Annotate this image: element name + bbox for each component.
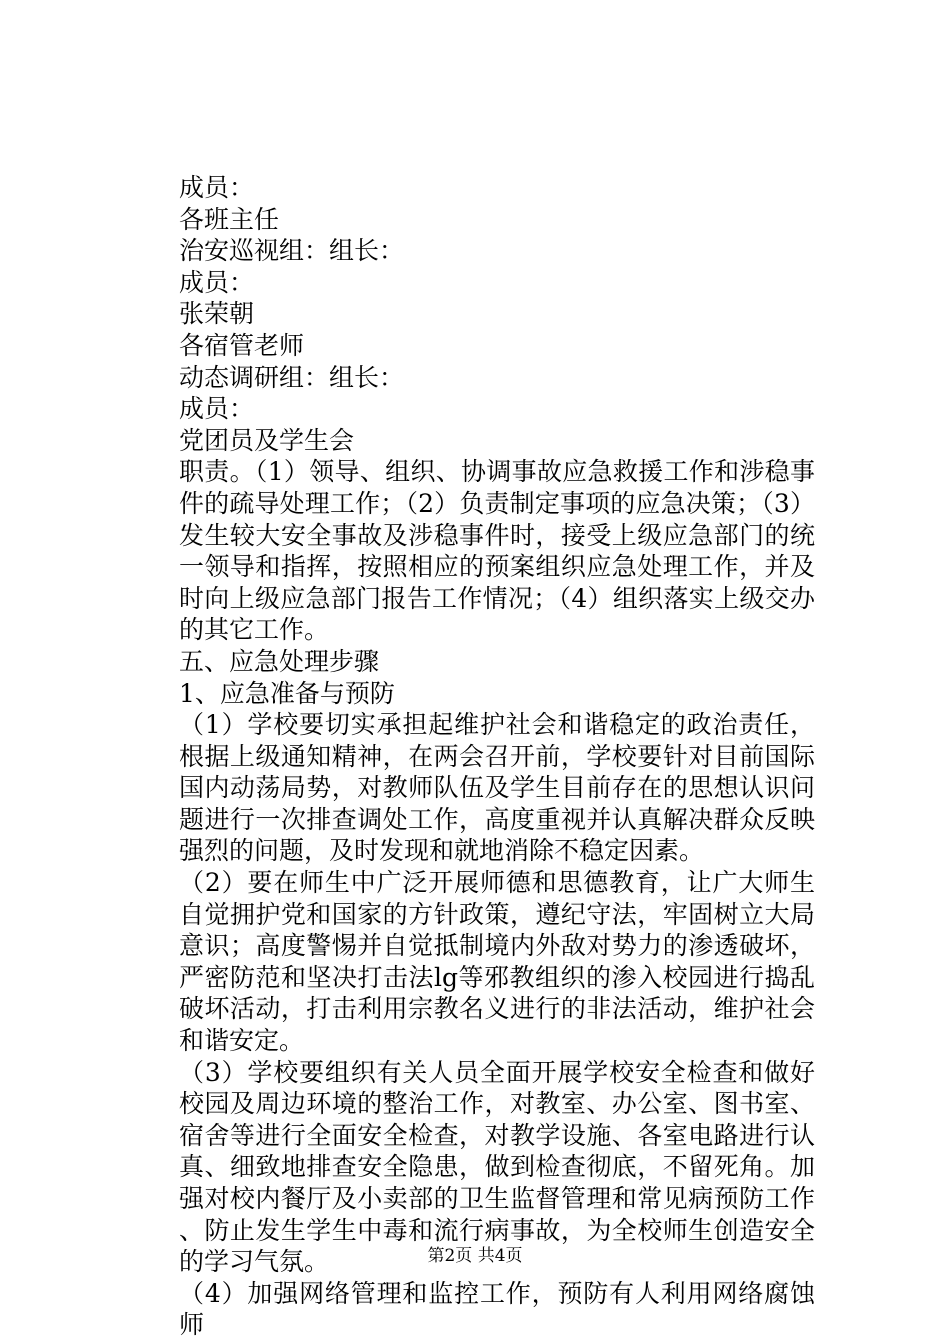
paragraph-item-2: （2）要在师生中广泛开展师德和思德教育，让广大师生自觉拥护党和国家的方针政策，遵纪守法，牢固树立大局意识；高度警惕并自觉抵制境内外敌对势力的渗透破坏，严密防范和坚决打击法lg等邪教组织的渗入校园进行捣乱破坏活动，打击利用宗教名义进行的非法活动，维护社会和谐安定。 xyxy=(179,868,815,1056)
paragraph-item-1: （1）学校要切实承担起维护社会和谐稳定的政治责任，根据上级通知精神，在两会召开前，学校要针对目前国际国内动荡局势，对教师队伍及学生目前存在的思想认识问题进行一次排查调处工作，高度重视并认真解决群众反映强烈的问题，及时发现和就地消除不稳定因素。 xyxy=(179,710,815,866)
member-list-dorm-teachers: 各宿管老师 xyxy=(179,330,305,360)
member-list-party-students: 党团员及学生会 xyxy=(179,425,355,455)
member-label-1: 成员： xyxy=(179,173,255,202)
member-label-3: 成员： xyxy=(179,394,255,424)
paragraph-item-3: （3）学校要组织有关人员全面开展学校安全检查和做好校园及周边环境的整治工作，对教室、办公室、图书室、宿舍等进行全面安全检查，对教学设施、各室电路进行认真、细致地排查安全隐患，做到检查彻底，不留死角。加强对校内餐厅及小卖部的卫生监督管理和常见病预防工作、防止发生学生中毒和流行病事故，为全校师生创造安全的学习气氛。 xyxy=(179,1057,815,1277)
section-heading-emergency-steps: 五、应急处理步骤 xyxy=(179,646,380,676)
security-patrol-group: 治安巡视组：组长： xyxy=(179,236,405,266)
responsibilities-paragraph: 职责。（1）领导、组织、协调事故应急救援工作和涉稳事件的疏导处理工作；（2）负责制定事项的应急决策；（3）发生较大安全事故及涉稳事件时，接受上级应急部门的统一领导和指挥，按照相应的预案组织应急处理工作，并及时向上级应急部门报告工作情况；（4）组织落实上级交办的其它工作。 xyxy=(179,457,815,645)
subsection-heading-preparation: 1、应急准备与预防 xyxy=(179,678,395,708)
paragraph-item-4: （4）加强网络管理和监控工作，预防有人利用网络腐蚀师 xyxy=(179,1278,815,1340)
member-label-2: 成员： xyxy=(179,267,255,297)
dynamic-research-group: 动态调研组：组长： xyxy=(179,362,405,392)
page-number-footer: 第2页 共4页 xyxy=(427,1246,523,1266)
document-body xyxy=(179,172,815,1341)
member-list-head-teachers: 各班主任 xyxy=(179,204,280,234)
member-name-zhang: 张荣朝 xyxy=(179,299,255,329)
